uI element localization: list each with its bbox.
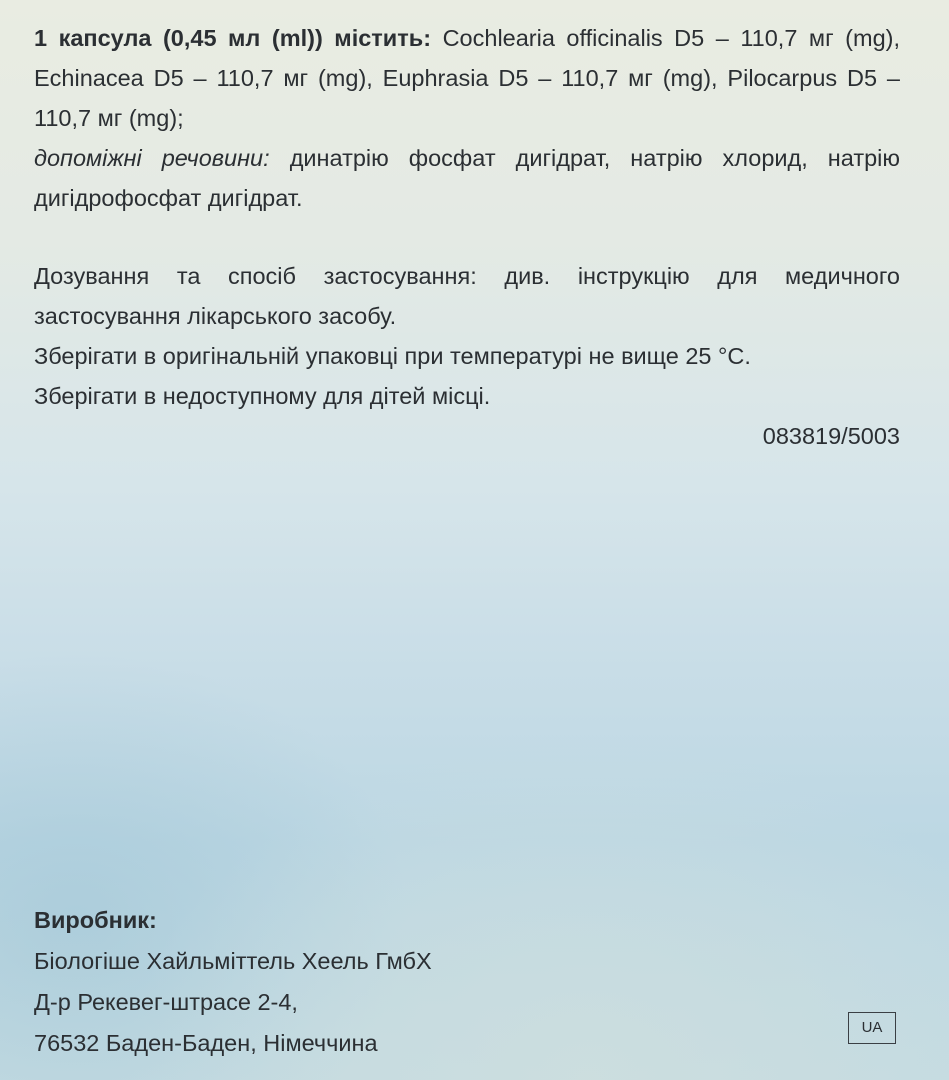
- storage-temperature-text: Зберігати в оригінальній упаковці при температурі не вище 25 °C.: [34, 343, 751, 369]
- dosage-text: Дозування та спосіб застосування: див. інструкцію для медичного застосування лікарського засобу.: [34, 263, 900, 329]
- composition-section: [34, 18, 900, 218]
- manufacturer-heading: Виробник:: [34, 907, 157, 933]
- usage-section: [34, 256, 900, 416]
- manufacturer-section: [34, 900, 634, 1064]
- composition-paragraph: [34, 18, 900, 138]
- manufacturer-name: Біологіше Хайльміттель Хеель ГмбХ: [34, 948, 432, 974]
- registration-number: 083819/5003: [762, 423, 900, 449]
- country-code-badge: UA: [848, 1012, 896, 1044]
- excipients-list: динатрію фосфат дигідрат, натрію хлорид, натрію дигідрофосфат дигідрат.: [34, 145, 900, 211]
- manufacturer-street: Д-р Рекевег-штрасе 2-4,: [34, 989, 298, 1015]
- composition-lead: 1 капсула (0,45 мл (ml)) містить:: [34, 25, 432, 51]
- manufacturer-city: 76532 Баден-Баден, Німеччина: [34, 1030, 378, 1056]
- excipients-paragraph: [34, 138, 900, 218]
- excipients-label: допоміжні речовини:: [34, 145, 270, 171]
- storage-children-text: Зберігати в недоступному для дітей місці.: [34, 383, 491, 409]
- composition-ingredients: Cochlearia officinalis D5 – 110,7 мг (mg), Echinacea D5 – 110,7 мг (mg), Euphrasia D5 – 110,7 мг (mg), Pilocarpus D5 – 110,7 мг (mg);: [34, 25, 901, 131]
